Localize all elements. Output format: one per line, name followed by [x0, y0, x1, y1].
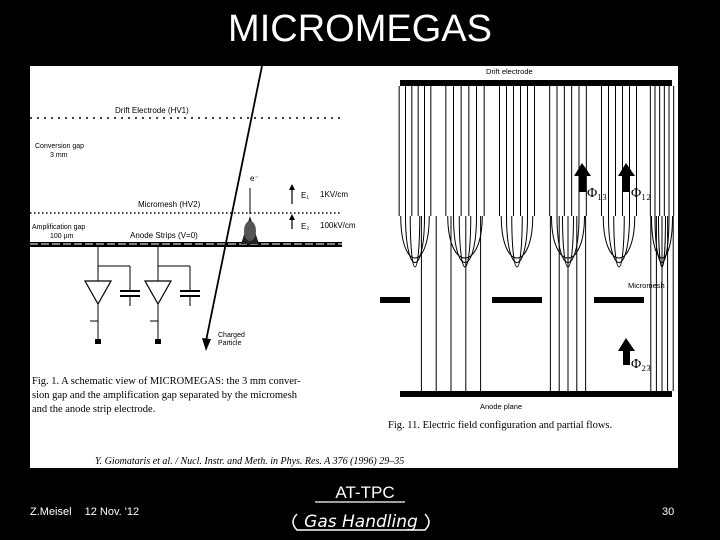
figure-panel — [30, 66, 678, 468]
track-arrow-head — [202, 338, 211, 351]
drift-electrode-right-label: Drift electrode — [486, 67, 533, 76]
amplification-gap-size: 100 µm — [50, 233, 74, 240]
phi13-label: Φ₁₃ — [587, 186, 607, 201]
micromesh-right-label: Micromesh — [628, 281, 665, 290]
electron-label: e⁻ — [250, 174, 259, 183]
citation: Y. Giomataris et al. / Nucl. Instr. and Meth. in Phys. Res. A 376 (1996) 29–35 — [95, 456, 405, 467]
conversion-gap-size: 3 mm — [50, 152, 68, 159]
logo-line2: Gas Handling — [304, 512, 418, 532]
anode-plane-label: Anode plane — [480, 402, 523, 411]
charged-particle-label-2: Particle — [218, 340, 242, 347]
author: Z.Meisel — [30, 506, 72, 518]
micromesh-label: Micromesh (HV2) — [138, 200, 201, 209]
field2-label: E₂ — [301, 222, 310, 231]
drift-electrode-label: Drift Electrode (HV1) — [115, 106, 189, 115]
drift-electrode-bar — [400, 80, 672, 86]
readout-circuit-2 — [145, 247, 200, 344]
micromesh-bar-3 — [594, 297, 644, 303]
phi23-label: Φ₂₃ — [631, 357, 651, 372]
charged-particle-label-1: Charged — [218, 332, 245, 339]
field1-value: 1KV/cm — [320, 190, 349, 199]
field2-value: 100kV/cm — [320, 221, 356, 230]
at-tpc-logo — [285, 478, 435, 536]
amplification-gap-label: Amplification gap — [32, 224, 86, 231]
conversion-gap-label: Conversion gap — [35, 143, 85, 150]
charged-particle-track — [206, 66, 262, 341]
fig11-caption: Fig. 11. Electric field configuration and partial flows. — [388, 420, 613, 431]
fig1-caption-line1: Fig. 1. A schematic view of MICROMEGAS: the 3 mm conver- — [32, 376, 301, 387]
page-number: 30 — [662, 506, 675, 518]
anode-strips-label: Anode Strips (V=0) — [130, 231, 198, 240]
slide-title: MICROMEGAS — [228, 8, 492, 50]
field1-label: E₁ — [301, 191, 310, 200]
fig1-caption-line3: and the anode strip electrode. — [32, 404, 156, 415]
phi12-label: Φ₁₂ — [631, 186, 651, 201]
micromesh-bar-1 — [380, 297, 410, 303]
footer-info — [30, 506, 149, 518]
anode-plane-bar — [400, 391, 672, 397]
fig1-caption-line2: sion gap and the amplification gap separated by the micromesh — [32, 390, 298, 401]
date: 12 Nov. '12 — [84, 506, 140, 518]
readout-circuit-1 — [85, 247, 140, 344]
micromegas-figure — [30, 66, 678, 468]
field1-arrow-head — [289, 184, 295, 190]
logo-line1: AT-TPC — [335, 483, 395, 502]
field2-arrow-head — [289, 214, 295, 220]
micromesh-bar-2 — [492, 297, 542, 303]
